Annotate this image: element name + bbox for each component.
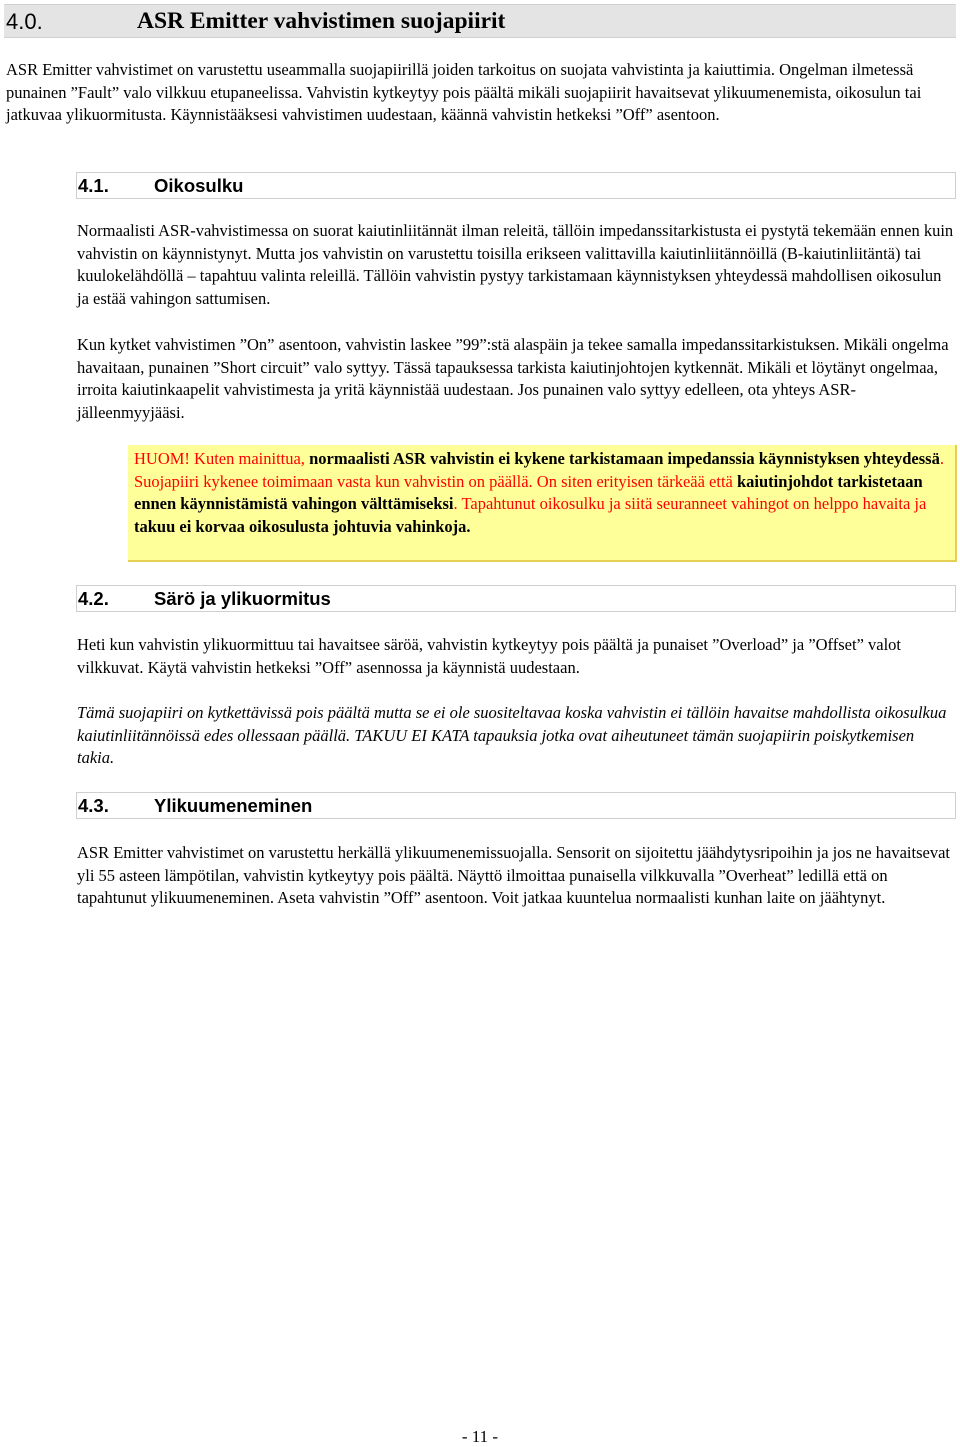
note-bold-segment: kaiutinjohdot tarkistetaan ennen käynnistämistä vahingon välttämiseksi	[134, 471, 923, 514]
note-text-segment: . Tapahtunut oikosulku ja siitä seuranneet vahingot on helppo havaita ja	[453, 494, 927, 514]
section-title: Oikosulku	[154, 175, 244, 196]
section-number: 4.2.	[78, 588, 109, 609]
page-number: - 11 -	[461, 1427, 499, 1446]
distortion-paragraph: Heti kun vahvistin ylikuormittuu tai havaitsee säröä, vahvistin kytkeytyy pois päältä ja punaiset ”Overload” ja ”Offset” valot vilkkuvat. Käytä vahvistin hetkeksi ”Off” asennossa ja käynnistä uudestaan.	[77, 635, 902, 677]
section-heading-4-1	[76, 172, 956, 199]
note-text-segment: HUOM! Kuten mainittua,	[134, 449, 310, 468]
warning-note-text	[134, 448, 946, 539]
note-text-segment: . Suojapiiri kykenee toimimaan vasta kun vahvistin on päällä. On siten erityisen tärkeää että	[134, 449, 944, 491]
section-title: Ylikuumeneminen	[154, 795, 313, 816]
section-heading-4-3	[76, 792, 956, 819]
section-title: Särö ja ylikuormitus	[154, 588, 331, 609]
note-bold-segment: normaalisti ASR vahvistin ei kykene tarkistamaan impedanssia käynnistyksen yhteydessä	[309, 449, 940, 468]
section-title: ASR Emitter vahvistimen suojapiirit	[137, 8, 506, 34]
warning-note-box	[128, 445, 957, 562]
section-number: 4.3.	[78, 795, 109, 816]
note-bold-segment: takuu ei korvaa oikosulusta johtuvia vahinkoja.	[134, 517, 471, 537]
distortion-warranty-note: Tämä suojapiiri on kytkettävissä pois päältä mutta se ei ole suositeltavaa koska vahvistin ei tällöin havaitse mahdollista oikosulkua kaiutinliitännöissä edes ollessaan päällä. TAKUU EI KATA tapauksia jotka ovat aiheutuneet tämän suojapiirin poiskytkemisen takia.	[77, 703, 947, 768]
section-heading-4-0	[4, 4, 956, 38]
intro-paragraph: ASR Emitter vahvistimet on varustettu useammalla suojapiirillä joiden tarkoitus on suojata vahvistinta ja kaiuttimia. Ongelman ilmetessä punainen ”Fault” valo vilkkuu etupaneelissa. Vahvistin kytkeytyy pois päältä mikäli suojapiirit havaitsevat ylikuumenemista, oikosulun tai jatkuvaa ylikuormitusta. Käynnistääksesi vahvistimen uudestaan, käännä vahvistin hetkeksi ”Off” asentoon.	[6, 60, 922, 125]
section-number: 4.0.	[6, 9, 43, 34]
section-heading-4-2	[76, 585, 956, 612]
short-circuit-paragraph-2: Kun kytket vahvistimen ”On” asentoon, vahvistin laskee ”99”:stä alaspäin ja tekee samalla impedanssitarkistuksen. Mikäli ongelma havaitaan, punainen ”Short circuit” valo syttyy. Tässä tapauksessa tarkista kaiutinjohtojen kytkennät. Mikäli et löytänyt ongelmaa, irroita kaiutinkaapelit vahvistimesta ja yritä käynnistää uudestaan. Jos punainen valo syttyy edelleen, ota yhteys ASR-jälleenmyyjääsi.	[77, 335, 949, 423]
section-number: 4.1.	[78, 175, 109, 196]
short-circuit-paragraph-1: Normaalisti ASR-vahvistimessa on suorat kaiutinliitännät ilman releitä, tällöin impedanssitarkistusta ei pystytä tekemään ennen kuin vahvistin on käynnistynyt. Mutta jos vahvistin on varustettu toisilla erikseen valittavilla kaiutinliitännöillä (B-kaiutinliitäntä) tai kuulokelähdöllä – tapahtuu valinta releillä. Tällöin vahvistin pystyy tarkistamaan käynnistyksen yhteydessä mahdollisen oikosulun ja estää vahingon sattumisen.	[77, 221, 954, 309]
overheat-paragraph: ASR Emitter vahvistimet on varustettu herkällä ylikuumenemissuojalla. Sensorit on sijoitettu jäähdytysripoihin ja jos ne havaitsevat yli 55 asteen lämpötilan, vahvistin kytkeytyy pois päältä. Näyttö ilmoittaa punaisella vilkkuvalla ”Overheat” ledillä että on tapahtunut ylikuumeneminen. Aseta vahvistin ”Off” asentoon. Voit jatkaa kuuntelua normaalisti kunhan laite on jäähtynyt.	[77, 843, 950, 908]
